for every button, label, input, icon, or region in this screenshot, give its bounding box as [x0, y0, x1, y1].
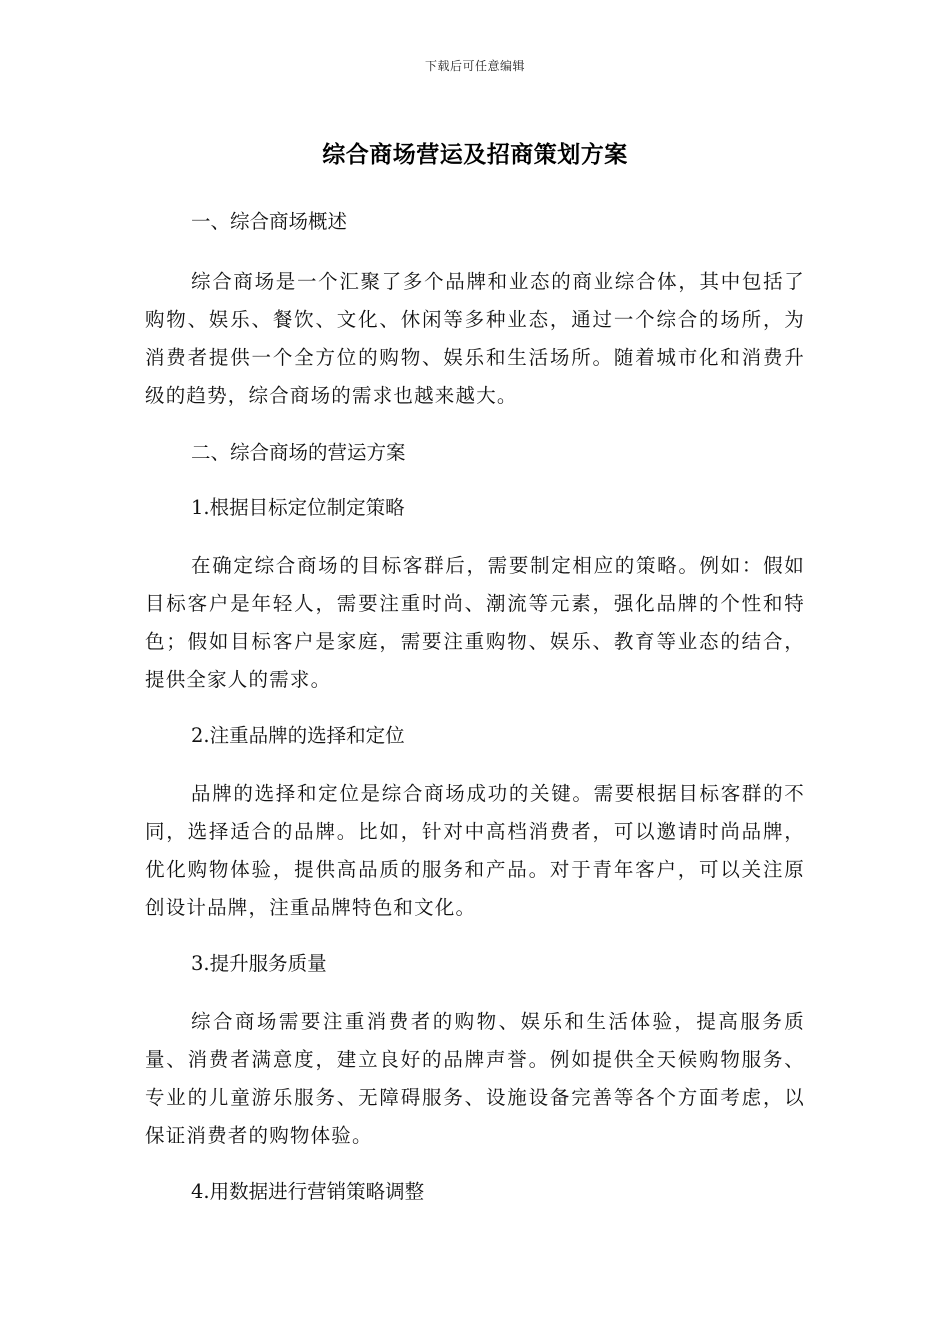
document-title: 综合商场营运及招商策划方案: [322, 142, 628, 168]
subheading-brand-selection: 2.注重品牌的选择和定位: [191, 724, 405, 747]
paragraph-overview: 综合商场是一个汇聚了多个品牌和业态的商业综合体，其中包括了购物、娱乐、餐饮、文化、休闲等多种业态，通过一个综合的场所，为消费者提供一个全方位的购物、娱乐和生活场所。随着城市化和消费升级的趋势，综合商场的需求也越来越大。: [145, 270, 805, 407]
section-heading-overview: 一、综合商场概述: [191, 210, 348, 233]
subheading-data-marketing: 4.用数据进行营销策略调整: [191, 1180, 425, 1203]
paragraph-brand-selection: 品牌的选择和定位是综合商场成功的关键。需要根据目标客群的不同，选择适合的品牌。比如，针对中高档消费者，可以邀请时尚品牌，优化购物体验，提供高品质的服务和产品。对于青年客户，可以关注原创设计品牌，注重品牌特色和文化。: [145, 782, 805, 919]
subheading-strategy: 1.根据目标定位制定策略: [191, 496, 405, 519]
paragraph-service-quality: 综合商场需要注重消费者的购物、娱乐和生活体验，提高服务质量、消费者满意度，建立良好的品牌声誉。例如提供全天候购物服务、专业的儿童游乐服务、无障碍服务、设施设备完善等各个方面考虑，以保证消费者的购物体验。: [145, 1010, 805, 1147]
document-body: [145, 206, 805, 1208]
page-header-note: 下载后可任意编辑: [424, 59, 525, 73]
section-heading-operations: 二、综合商场的营运方案: [191, 441, 406, 464]
subheading-service-quality: 3.提升服务质量: [191, 952, 327, 975]
paragraph-strategy: 在确定综合商场的目标客群后，需要制定相应的策略。例如：假如目标客户是年轻人，需要注重时尚、潮流等元素，强化品牌的个性和特色；假如目标客户是家庭，需要注重购物、娱乐、教育等业态的结合，提供全家人的需求。: [145, 554, 805, 691]
